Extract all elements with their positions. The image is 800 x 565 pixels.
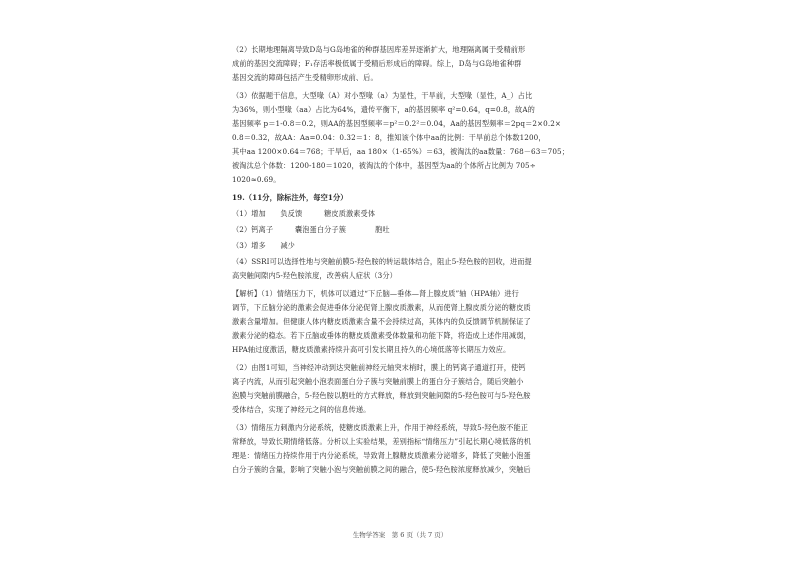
text-line: 成前的基因交流障碍；F₁存活率极低属于受精后形成后的障碍。综上，D岛与G岛地雀种群 <box>232 59 522 68</box>
text-line: 基因交流的障碍包括产生受精卵形成前、后。 <box>232 73 378 82</box>
text-line: 1020≈0.69。 <box>232 175 281 184</box>
page-footer: 生物学答案 第 6 页（共 7 页） <box>352 531 448 539</box>
text-line: （2）长期地理隔离导致D岛与G岛地雀的种群基因库差异逐渐扩大，地理隔离属于受精前形 <box>232 45 526 54</box>
analysis-line: 受体结合，实现了神经元之间的信息传递。 <box>232 405 371 414</box>
analysis-line: （2）由图1可知，当神经冲动到达突触前神经元轴突末梢时，膜上的钙离子通道打开，使钙 <box>232 363 526 372</box>
analysis-line: 激素含量增加。但健康人体内糖皮质激素含量不会持续过高，其体内的负反馈调节机制保证了 <box>232 317 531 326</box>
analysis-line: 理是：情绪压力持续作用于内分泌系统，导致肾上腺糖皮质激素分泌增多，降低了突触小泡蛋 <box>232 451 531 460</box>
question-heading: 19.（11分，除标注外，每空1分） <box>232 193 348 202</box>
text-line: 被淘汰总个体数：1200-180＝1020，被淘汰的个体中，基因型为aa的个体所占比例为 705÷ <box>232 161 536 170</box>
answer-line: （3）增多 减少 <box>232 241 295 250</box>
analysis-line: 白分子簇的含量，影响了突触小泡与突触前膜之间的融合，使5-羟色胺浓度释放减少，突触后 <box>232 465 531 474</box>
text-line: 0.8＝0.32，故AA：Aa=0.04：0.32＝1：8，推知该个体中aa的比例：干旱前总个体数1200， <box>232 133 546 142</box>
text-line: 基因频率 p＝1-0.8＝0.2，则AA的基因型频率＝p²＝0.2²＝0.04，Aa的基因型频率＝2pq＝2×0.2× <box>232 119 562 128</box>
analysis-line: 常释放，导致长期情绪低落。分析以上实验结果，差别指标“情绪压力”引起长期心境低落的机 <box>232 437 532 446</box>
analysis-line: HPA轴过度激活，糖皮质激素持续升高可引发长期且持久的心境低落等长期压力效应。 <box>232 345 511 354</box>
analysis-line: 【解析】（1）情绪压力下，机体可以通过“下丘脑—垂体—肾上腺皮质”轴（HPA轴）进行 <box>232 289 519 298</box>
analysis-line: 调节，下丘脑分泌的激素会促进垂体分泌促肾上腺皮质激素，从而使肾上腺皮质分泌的糖皮质 <box>232 303 531 312</box>
analysis-line: 激素分泌的稳态。若下丘脑或垂体的糖皮质激素受体数量和功能下降，将造成上述作用减弱， <box>232 331 531 340</box>
analysis-line: 泡膜与突触前膜融合，5-羟色胺以胞吐的方式释放，释放到突触间隙的5-羟色胺可与5-羟色胺 <box>232 391 531 400</box>
text-line: 其中aa 1200×0.64＝768；干旱后，aa 180×（1-65%）＝63，被淘汰的aa数量：768－63＝705； <box>232 147 569 156</box>
analysis-line: （3）情绪压力刺激内分泌系统，使糖皮质激素上升，作用于神经系统，导致5-羟色胺不能正 <box>232 423 529 432</box>
answer-line: （1）增加 负反馈 糖皮质激素受体 <box>232 209 376 218</box>
answer-line: （2）钙离子 囊泡蛋白分子簇 胞吐 <box>232 225 390 234</box>
text-line: 为36%，则小型喙（aa）占比为64%，遗传平衡下，a的基因频率 q²=0.64，q=0.8，故A的 <box>232 105 535 114</box>
answer-line: 高突触间隙内5-羟色胺浓度，改善病人症状（3分） <box>232 271 397 280</box>
text-line: （3）依据题干信息，大型喙（A）对小型喙（a）为显性，干旱前，大型喙（显性，A_）占比 <box>232 91 533 100</box>
answer-line: （4）SSRI可以选择性地与突触前膜5-羟色胺的转运载体结合，阻止5-羟色胺的回收，进而提 <box>232 257 532 266</box>
analysis-line: 离子内流，从而引起突触小泡表面蛋白分子簇与突触前膜上的蛋白分子簇结合，随后突触小 <box>232 377 524 386</box>
